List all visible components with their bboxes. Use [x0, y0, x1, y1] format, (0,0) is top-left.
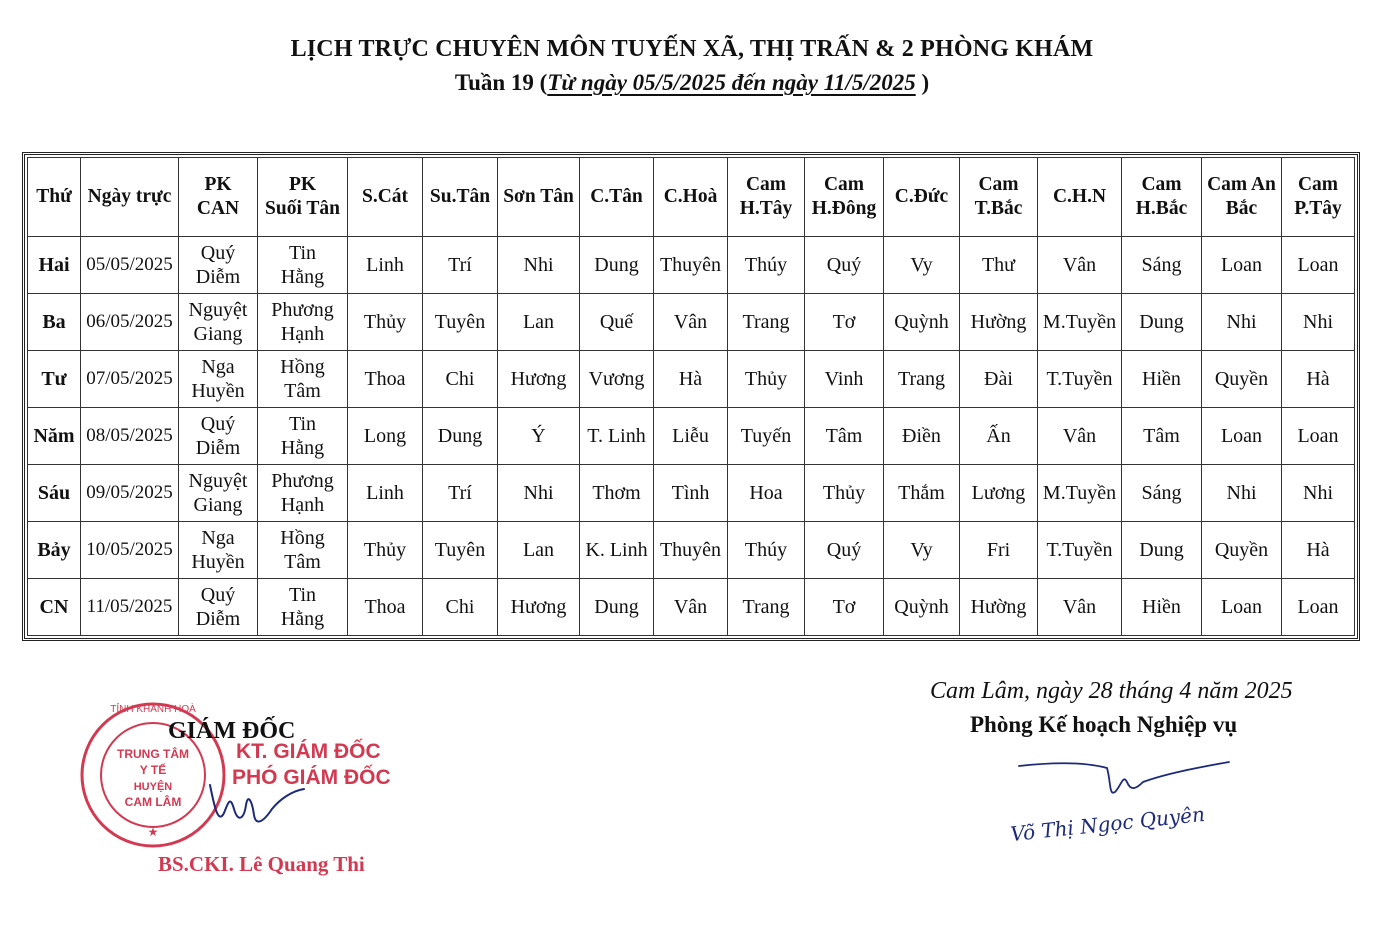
clinic-cell — [179, 465, 258, 522]
column-header-line: Cam — [745, 174, 787, 195]
staff-cell: Vân — [654, 579, 728, 636]
column-header-line: Bắc — [1225, 198, 1258, 219]
table-row — [28, 294, 1355, 351]
staff-cell: Lan — [498, 294, 580, 351]
column-header — [960, 158, 1038, 237]
column-header-line: PK — [204, 174, 232, 195]
clinic-staff-name: Quý — [200, 242, 236, 264]
column-header — [423, 158, 498, 237]
staff-cell: Vân — [1038, 408, 1122, 465]
column-header-line: Cam An — [1207, 174, 1276, 195]
staff-cell: Vinh — [805, 351, 884, 408]
staff-cell: Ấn — [960, 408, 1038, 465]
table-row — [28, 522, 1355, 579]
staff-cell: Quyền — [1202, 351, 1282, 408]
staff-cell: Trang — [728, 294, 805, 351]
staff-cell: Nhi — [1282, 294, 1355, 351]
table-row — [28, 351, 1355, 408]
table-row — [28, 237, 1355, 294]
clinic-staff-name: Nga — [201, 356, 235, 378]
staff-cell: Chi — [423, 579, 498, 636]
day-cell: Năm — [28, 408, 81, 465]
staff-cell: Vương — [580, 351, 654, 408]
column-header-line: C.Đức — [894, 186, 949, 207]
clinic-staff-name: Giang — [193, 494, 243, 516]
staff-cell: Hường — [960, 294, 1038, 351]
staff-cell: Sáng — [1122, 237, 1202, 294]
staff-cell: Trí — [423, 237, 498, 294]
staff-cell: Tuyên — [423, 522, 498, 579]
column-header-line: Thứ — [36, 186, 72, 207]
day-cell: Ba — [28, 294, 81, 351]
staff-cell: Nhi — [1202, 294, 1282, 351]
clinic-staff-name: Hạnh — [280, 494, 325, 516]
staff-cell: Quý — [805, 522, 884, 579]
clinic-cell — [179, 351, 258, 408]
staff-cell: Vy — [884, 522, 960, 579]
day-cell: Hai — [28, 237, 81, 294]
column-header-line: H.Bắc — [1135, 198, 1188, 219]
staff-cell: Loan — [1202, 408, 1282, 465]
staff-cell: Hương — [498, 579, 580, 636]
staff-cell: Trang — [728, 579, 805, 636]
table-row — [28, 465, 1355, 522]
left-signature — [200, 775, 310, 835]
clinic-staff-name: Tin — [288, 242, 317, 264]
column-header-line: Cam — [1141, 174, 1182, 195]
staff-cell: Hiền — [1122, 579, 1202, 636]
document-title: LỊCH TRỰC CHUYÊN MÔN TUYẾN XÃ, THỊ TRẤN & 2 PHÒNG KHÁM — [290, 36, 1094, 62]
clinic-cell — [258, 351, 348, 408]
staff-cell: Quế — [580, 294, 654, 351]
staff-cell: Sáng — [1122, 465, 1202, 522]
clinic-cell — [258, 408, 348, 465]
staff-cell: Thủy — [805, 465, 884, 522]
staff-cell: M.Tuyền — [1038, 465, 1122, 522]
clinic-cell — [179, 237, 258, 294]
table-header-row — [28, 158, 1355, 237]
column-header-line: C.Tân — [590, 186, 643, 207]
column-header-line: C.H.N — [1052, 186, 1107, 207]
clinic-staff-name: Quý — [200, 584, 236, 606]
staff-cell: Quyền — [1202, 522, 1282, 579]
staff-cell: Hà — [1282, 522, 1355, 579]
staff-cell: Long — [348, 408, 423, 465]
schedule-table-frame — [22, 152, 1360, 641]
staff-cell: Loan — [1282, 579, 1355, 636]
clinic-cell — [258, 522, 348, 579]
column-header — [81, 158, 179, 237]
table-row — [28, 408, 1355, 465]
staff-cell: Trang — [884, 351, 960, 408]
day-cell: Sáu — [28, 465, 81, 522]
column-header — [884, 158, 960, 237]
staff-cell: Tâm — [1122, 408, 1202, 465]
clinic-staff-name: Hằng — [280, 266, 325, 288]
column-header-line: Cam — [978, 174, 1019, 195]
staff-cell: Nhi — [1202, 465, 1282, 522]
week-subtitle — [0, 70, 1384, 96]
staff-cell: Tuyến — [728, 408, 805, 465]
staff-cell: Loan — [1202, 237, 1282, 294]
staff-cell: Tơ — [805, 294, 884, 351]
column-header — [498, 158, 580, 237]
clinic-staff-name: Huyền — [191, 380, 245, 402]
clinic-cell — [258, 465, 348, 522]
clinic-staff-name: Diễm — [195, 266, 241, 288]
staff-cell: Thoa — [348, 579, 423, 636]
column-header — [580, 158, 654, 237]
week-close: ) — [921, 70, 930, 95]
staff-cell: Quỳnh — [884, 579, 960, 636]
column-header — [179, 158, 258, 237]
column-header — [348, 158, 423, 237]
staff-cell: Thơm — [580, 465, 654, 522]
staff-cell: Điền — [884, 408, 960, 465]
staff-cell: M.Tuyền — [1038, 294, 1122, 351]
date-cell: 11/05/2025 — [81, 579, 179, 636]
staff-cell: T.Tuyền — [1038, 522, 1122, 579]
clinic-staff-name: Tin — [288, 584, 317, 606]
staff-cell: Dung — [1122, 294, 1202, 351]
column-header — [28, 158, 81, 237]
staff-cell: T.Tuyền — [1038, 351, 1122, 408]
staff-cell: T. Linh — [580, 408, 654, 465]
clinic-staff-name: Phương — [271, 470, 334, 492]
staff-cell: Tơ — [805, 579, 884, 636]
clinic-staff-name: Tâm — [284, 380, 321, 402]
staff-cell: Ý — [498, 408, 580, 465]
clinic-staff-name: Hằng — [280, 437, 325, 459]
date-cell: 08/05/2025 — [81, 408, 179, 465]
clinic-cell — [179, 579, 258, 636]
column-header-line: PK — [288, 174, 317, 195]
column-header-line: Suối Tân — [265, 198, 340, 219]
column-header — [258, 158, 348, 237]
department-name: Phòng Kế hoạch Nghiệp vụ — [970, 712, 1238, 737]
date-cell: 10/05/2025 — [81, 522, 179, 579]
staff-cell: Tuyên — [423, 294, 498, 351]
column-header-line: T.Bắc — [974, 198, 1023, 219]
staff-cell: Lan — [498, 522, 580, 579]
day-cell: Tư — [28, 351, 81, 408]
clinic-cell — [258, 294, 348, 351]
day-cell: CN — [28, 579, 81, 636]
column-header-line: Cam — [823, 174, 865, 195]
staff-cell: Hiền — [1122, 351, 1202, 408]
column-header — [728, 158, 805, 237]
seal-line-2: Y TẾ — [139, 763, 167, 777]
column-header-line: Su.Tân — [429, 186, 491, 207]
staff-cell: Dung — [580, 579, 654, 636]
week-label: Tuần 19 ( — [454, 70, 548, 95]
staff-cell: Hà — [654, 351, 728, 408]
column-header — [654, 158, 728, 237]
staff-cell: Thủy — [348, 294, 423, 351]
staff-cell: Liễu — [654, 408, 728, 465]
date-cell: 09/05/2025 — [81, 465, 179, 522]
column-header-line: H.Tây — [739, 198, 793, 219]
clinic-staff-name: Tâm — [284, 551, 321, 573]
staff-cell: Thủy — [348, 522, 423, 579]
date-cell: 07/05/2025 — [81, 351, 179, 408]
clinic-staff-name: Nguyệt — [188, 299, 248, 321]
clinic-cell — [179, 522, 258, 579]
column-header — [1122, 158, 1202, 237]
clinic-staff-name: Hồng — [280, 356, 325, 378]
staff-cell: Quỳnh — [884, 294, 960, 351]
clinic-staff-name: Giang — [193, 323, 243, 345]
clinic-staff-name: Phương — [271, 299, 334, 321]
column-header-line: Sơn Tân — [503, 186, 574, 207]
staff-cell: Trí — [423, 465, 498, 522]
column-header-line: H.Đông — [811, 198, 877, 219]
staff-cell: Nhi — [498, 465, 580, 522]
staff-cell: Dung — [1122, 522, 1202, 579]
seal-line-3: HUYỆN — [133, 781, 173, 793]
schedule-table — [27, 157, 1355, 636]
column-header — [1038, 158, 1122, 237]
staff-cell: Thuyên — [654, 237, 728, 294]
staff-cell: Vân — [1038, 237, 1122, 294]
staff-cell: Dung — [580, 237, 654, 294]
seal-ring-text: TỈNH KHÁNH HOÀ — [110, 704, 196, 715]
date-cell: 05/05/2025 — [81, 237, 179, 294]
day-cell: Bảy — [28, 522, 81, 579]
staff-cell: Linh — [348, 237, 423, 294]
clinic-staff-name: Hằng — [280, 608, 325, 630]
column-header — [1282, 158, 1355, 237]
staff-cell: Quý — [805, 237, 884, 294]
column-header-line: Cam — [1297, 174, 1339, 195]
staff-cell: Loan — [1282, 237, 1355, 294]
staff-cell: Thuyên — [654, 522, 728, 579]
staff-cell: Đài — [960, 351, 1038, 408]
vice-director-title: PHÓ GIÁM ĐỐC — [232, 766, 391, 789]
table-row — [28, 579, 1355, 636]
left-signer-name: BS.CKI. Lê Quang Thi — [158, 852, 365, 876]
staff-cell: Thúy — [728, 522, 805, 579]
clinic-staff-name: Diễm — [195, 608, 241, 630]
staff-cell: Hường — [960, 579, 1038, 636]
seal-star: ★ — [147, 825, 159, 839]
staff-cell: Tâm — [805, 408, 884, 465]
staff-cell: Thoa — [348, 351, 423, 408]
staff-cell: Linh — [348, 465, 423, 522]
staff-cell: K. Linh — [580, 522, 654, 579]
staff-cell: Loan — [1282, 408, 1355, 465]
staff-cell: Hà — [1282, 351, 1355, 408]
clinic-staff-name: Hạnh — [280, 323, 325, 345]
staff-cell: Dung — [423, 408, 498, 465]
staff-cell: Thủy — [728, 351, 805, 408]
column-header — [1202, 158, 1282, 237]
column-header-line: Ngày trực — [87, 186, 172, 207]
staff-cell: Nhi — [498, 237, 580, 294]
column-header — [805, 158, 884, 237]
staff-cell: Tình — [654, 465, 728, 522]
director-title: GIÁM ĐỐC — [168, 718, 296, 744]
staff-cell: Vân — [1038, 579, 1122, 636]
staff-cell: Nhi — [1282, 465, 1355, 522]
clinic-staff-name: Quý — [200, 413, 236, 435]
clinic-cell — [179, 408, 258, 465]
staff-cell: Lương — [960, 465, 1038, 522]
place-date: Cam Lâm, ngày 28 tháng 4 năm 2025 — [930, 678, 1293, 704]
staff-cell: Vy — [884, 237, 960, 294]
clinic-cell — [258, 579, 348, 636]
clinic-staff-name: Nguyệt — [188, 470, 248, 492]
clinic-staff-name: Tin — [288, 413, 317, 435]
staff-cell: Thắm — [884, 465, 960, 522]
kt-director-title: KT. GIÁM ĐỐC — [236, 740, 381, 763]
seal-line-1: TRUNG TÂM — [117, 747, 189, 761]
column-header-line: S.Cát — [361, 186, 409, 207]
week-dates: Từ ngày 05/5/2025 đến ngày 11/5/2025 — [547, 70, 916, 95]
date-cell: 06/05/2025 — [81, 294, 179, 351]
staff-cell: Hương — [498, 351, 580, 408]
clinic-staff-name: Huyền — [191, 551, 245, 573]
column-header-line: C.Hoà — [663, 186, 718, 207]
clinic-cell — [179, 294, 258, 351]
clinic-cell — [258, 237, 348, 294]
staff-cell: Loan — [1202, 579, 1282, 636]
staff-cell: Fri — [960, 522, 1038, 579]
column-header-line: CAN — [196, 198, 240, 219]
clinic-staff-name: Hồng — [280, 527, 325, 549]
staff-cell: Chi — [423, 351, 498, 408]
staff-cell: Hoa — [728, 465, 805, 522]
staff-cell: Thúy — [728, 237, 805, 294]
seal-line-4: CAM LÂM — [124, 795, 182, 809]
column-header-line: P.Tây — [1294, 198, 1342, 219]
clinic-staff-name: Diễm — [195, 437, 241, 459]
right-signer-name: Võ Thị Ngọc Quyên — [1009, 801, 1206, 847]
staff-cell: Thư — [960, 237, 1038, 294]
staff-cell: Vân — [654, 294, 728, 351]
clinic-staff-name: Nga — [201, 527, 235, 549]
